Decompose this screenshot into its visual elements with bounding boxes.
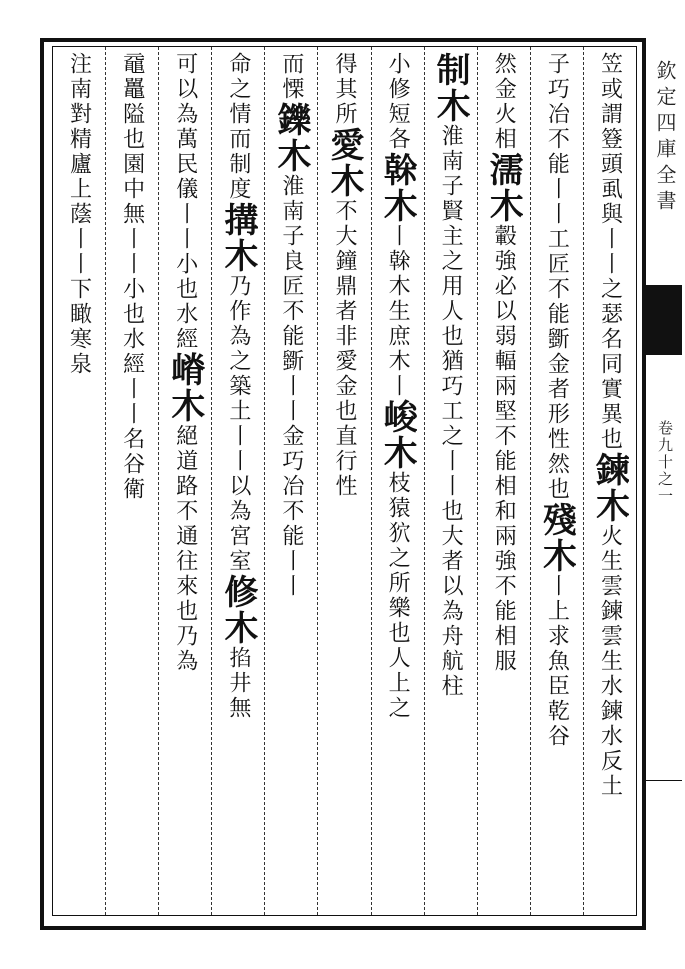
entry-text: 注南對精廬上蔭丨丨下瞰寒泉 xyxy=(66,52,92,377)
entry-text: 轂強必以弱輻兩堅不能相和兩強不能相服 xyxy=(491,224,517,674)
entry-text: 枝猿狖之所樂也人上之 xyxy=(385,471,411,721)
column-divider xyxy=(264,47,265,915)
entry-heading: 峻木 xyxy=(377,399,418,471)
entry-text: 可以為萬民儀丨丨小也水經 xyxy=(172,52,198,352)
column-divider xyxy=(158,47,159,915)
text-column xyxy=(483,52,523,914)
entry-text: 火生雲鍊雲生水鍊水反土 xyxy=(597,524,623,799)
entry-text: 乃作為之築土丨丨以為宮室 xyxy=(225,274,251,574)
entry-text: 丨上求魚臣乾谷 xyxy=(544,574,570,749)
entry-heading: 愛木 xyxy=(324,127,364,199)
text-column xyxy=(589,52,629,914)
entry-text: 子巧冶不能丨丨工匠不能斵金者形性然也 xyxy=(544,52,570,502)
entry-heading: 鑠木 xyxy=(270,102,311,174)
text-column xyxy=(536,52,576,914)
entry-text: 得其所 xyxy=(332,52,357,127)
entry-heading: 搆木 xyxy=(217,202,258,274)
entry-text: 命之情而制度 xyxy=(225,52,251,202)
entry-text: 絕道路不通往來也乃為 xyxy=(172,424,198,674)
column-divider xyxy=(424,47,425,915)
entry-text: 然金火相 xyxy=(491,52,517,152)
column-divider xyxy=(583,47,584,915)
entry-heading: 濡木 xyxy=(483,152,524,224)
entry-heading: 制木 xyxy=(430,52,471,124)
text-column xyxy=(112,52,152,914)
column-divider xyxy=(477,47,478,915)
volume-label: 卷九十之一 xyxy=(656,420,674,505)
column-divider xyxy=(371,47,372,915)
entry-text: 淮南子良匠不能斵丨丨金巧冶不能丨丨 xyxy=(278,174,304,599)
text-column xyxy=(218,52,258,914)
text-column xyxy=(59,52,99,914)
entry-text: 丨榦木生庶木丨 xyxy=(385,224,411,399)
column-divider xyxy=(105,47,106,915)
entry-text: 不大鐘鼎者非愛金也直行性 xyxy=(332,199,357,499)
entry-heading: 嵴木 xyxy=(164,352,205,424)
column-divider xyxy=(211,47,212,915)
entry-text: 小修短各 xyxy=(385,52,411,152)
column-divider xyxy=(530,47,531,915)
margin-rule xyxy=(646,780,682,781)
text-column xyxy=(430,52,470,914)
entry-heading: 修木 xyxy=(217,574,258,646)
entry-heading: 榦木 xyxy=(377,152,418,224)
column-divider xyxy=(317,47,318,915)
entry-text: 而慄 xyxy=(278,52,304,102)
entry-heading: 殘木 xyxy=(536,502,577,574)
text-column xyxy=(377,52,417,914)
entry-text: 淮南子賢主之用人也猶巧工之丨丨也大者以為舟航柱 xyxy=(438,124,464,699)
entry-heading: 鍊木 xyxy=(589,452,630,524)
entry-text: 黿鼉隘也園中無丨丨小也水經丨丨名谷衛 xyxy=(119,52,145,502)
entry-text: 笠或謂簦頭虱與丨丨之瑟名同實異也 xyxy=(597,52,623,452)
text-column xyxy=(324,52,364,914)
text-column xyxy=(165,52,205,914)
book-title: 欽定四庫全書 xyxy=(653,60,677,216)
entry-text: 掐井無 xyxy=(225,646,251,721)
text-column xyxy=(271,52,311,914)
